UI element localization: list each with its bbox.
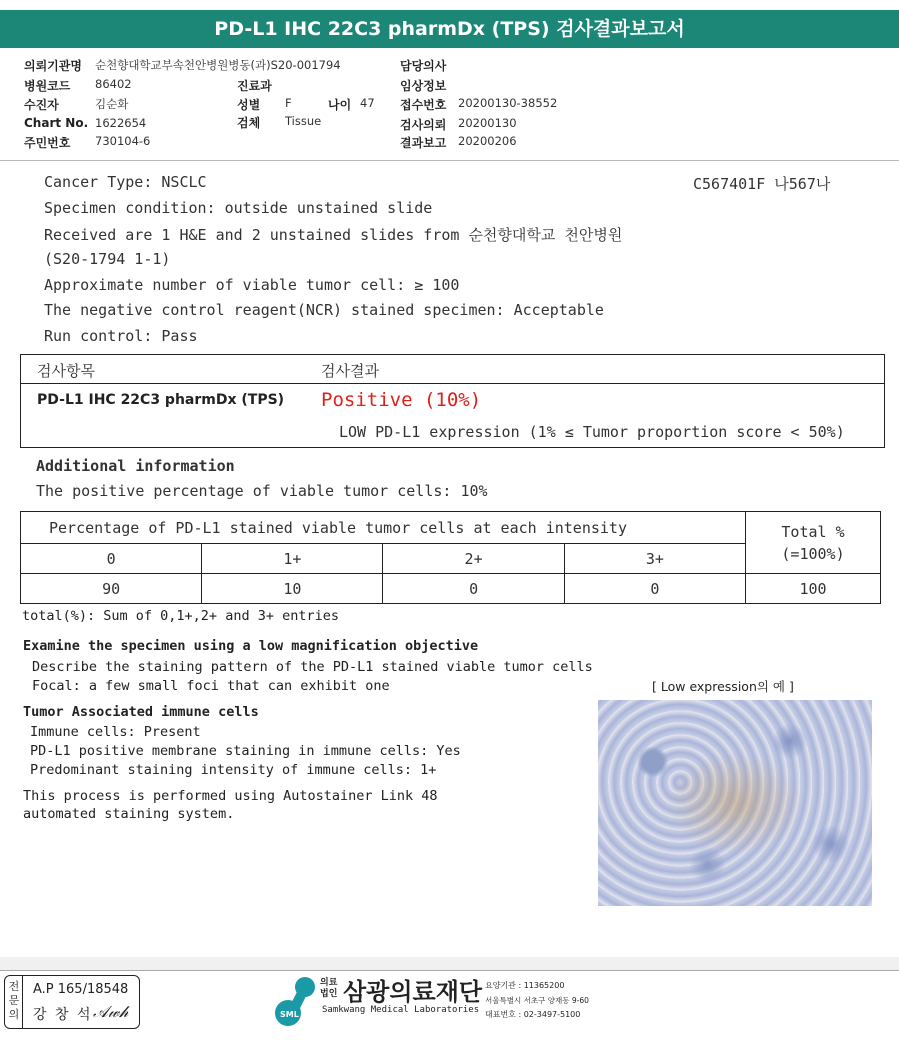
label: 나이 <box>328 98 352 112</box>
label: 결과보고 <box>400 136 447 150</box>
additional-text: The positive percentage of viable tumor cells: 10% <box>36 482 488 500</box>
sml-logo-icon <box>270 975 320 1027</box>
examine-heading: Examine the specimen using a low magnification objective <box>23 638 479 654</box>
value: 20200206 <box>458 134 517 148</box>
immune-line: PD-L1 positive membrane staining in immune cells: Yes <box>30 743 461 759</box>
total-sub: (=100%) <box>781 544 845 563</box>
col-header: 3+ <box>564 544 745 574</box>
label: 성별 <box>237 98 261 112</box>
cell: 10 <box>202 574 383 604</box>
label: 병원코드 <box>24 79 71 93</box>
label: 수진자 <box>24 98 59 112</box>
result-box <box>20 354 885 448</box>
summary-line: Run control: Pass <box>44 327 198 345</box>
label: 검체 <box>237 116 261 130</box>
value: Tissue <box>285 114 322 128</box>
label: 진료과 <box>237 79 272 93</box>
value: F <box>285 96 292 110</box>
examine-line: Describe the staining pattern of the PD-L1 stained viable tumor cells <box>32 659 593 675</box>
result-value: Positive (10%) <box>321 389 482 411</box>
value: 20200130 <box>458 116 517 130</box>
image-caption: [ Low expression의 예 ] <box>652 679 794 694</box>
col-header: 1+ <box>202 544 383 574</box>
svg-text:SML: SML <box>280 1010 299 1019</box>
divider <box>0 160 899 161</box>
interpretation: LOW PD-L1 expression (1% ≤ Tumor proportion score < 50%) <box>339 423 845 441</box>
label: 의뢰기관명 <box>24 59 82 73</box>
org-name-en: Samkwang Medical Laboratories <box>322 1005 480 1015</box>
summary-line: Approximate number of viable tumor cell: ≥ 100 <box>44 276 460 294</box>
value: 순천향대학교부속천안병원병동(과)S20-001794 <box>95 58 341 72</box>
cell-total: 100 <box>746 574 881 604</box>
process-line: This process is performed using Autostainer Link 48 <box>23 788 438 804</box>
label: 접수번호 <box>400 98 447 112</box>
result-header: 검사결과 <box>321 362 379 380</box>
summary-line: Cancer Type: NSCLC <box>44 173 207 191</box>
col-header: 2+ <box>383 544 564 574</box>
total-header <box>746 512 881 574</box>
inst-number: 요양기관 : 11365200 <box>485 981 565 990</box>
immune-heading: Tumor Associated immune cells <box>23 704 259 720</box>
logo-prefix: 의료법인 <box>320 978 338 999</box>
process-line: automated staining system. <box>23 806 235 822</box>
value: 김순화 <box>95 97 129 111</box>
value: 1622654 <box>95 116 147 130</box>
signature-stamp <box>4 975 140 1029</box>
summary-line: Specimen condition: outside unstained slide <box>44 199 433 217</box>
immune-line: Immune cells: Present <box>30 724 201 740</box>
immune-line: Predominant staining intensity of immune cells: 1+ <box>30 762 437 778</box>
total-label: Total % <box>781 522 845 541</box>
phone: 대표번호 : 02-3497-5100 <box>485 1010 581 1019</box>
org-name: 삼광의료재단 <box>343 978 483 1006</box>
value: 20200130-38552 <box>458 96 558 110</box>
test-item: PD-L1 IHC 22C3 pharmDx (TPS) <box>37 392 285 408</box>
value: 86402 <box>95 77 132 91</box>
address: 서울특별시 서초구 양재동 9-60 <box>485 996 589 1005</box>
microscopy-image <box>598 700 872 906</box>
examine-line: Focal: a few small foci that can exhibit one <box>32 678 390 694</box>
col-header: 0 <box>21 544 202 574</box>
intensity-table <box>20 511 881 604</box>
table-note: total(%): Sum of 0,1+,2+ and 3+ entries <box>22 608 339 624</box>
summary-line: The negative control reagent(NCR) stained specimen: Acceptable <box>44 301 604 319</box>
report-title: PD-L1 IHC 22C3 pharmDx (TPS) 검사결과보고서 <box>0 10 899 48</box>
label: Chart No. <box>24 116 89 130</box>
cell: 0 <box>383 574 564 604</box>
label: 담당의사 <box>400 59 447 73</box>
summary-line: (S20-1794 1-1) <box>44 250 171 268</box>
summary-line: Received are 1 H&E and 2 unstained slides from 순천향대학교 천안병원 <box>44 226 623 244</box>
label: 주민번호 <box>24 136 71 150</box>
signature: 𝒜𝓌𝒽 <box>93 1002 129 1021</box>
doctor-name: 강 창 석 <box>33 1007 93 1023</box>
label: 검사의뢰 <box>400 118 447 132</box>
footer-divider <box>0 957 899 971</box>
value: 47 <box>360 96 375 110</box>
specimen-code: C567401F 나567나 <box>693 175 831 193</box>
item-header: 검사항목 <box>37 362 95 380</box>
value: 730104-6 <box>95 134 151 148</box>
intensity-header: Percentage of PD-L1 stained viable tumor cells at each intensity <box>21 512 746 544</box>
additional-heading: Additional information <box>36 457 235 475</box>
cell: 0 <box>564 574 745 604</box>
label: 임상정보 <box>400 79 447 93</box>
stamp-label: 전문의 <box>8 980 20 1021</box>
cell: 90 <box>21 574 202 604</box>
ap-number: A.P 165/18548 <box>33 982 129 997</box>
